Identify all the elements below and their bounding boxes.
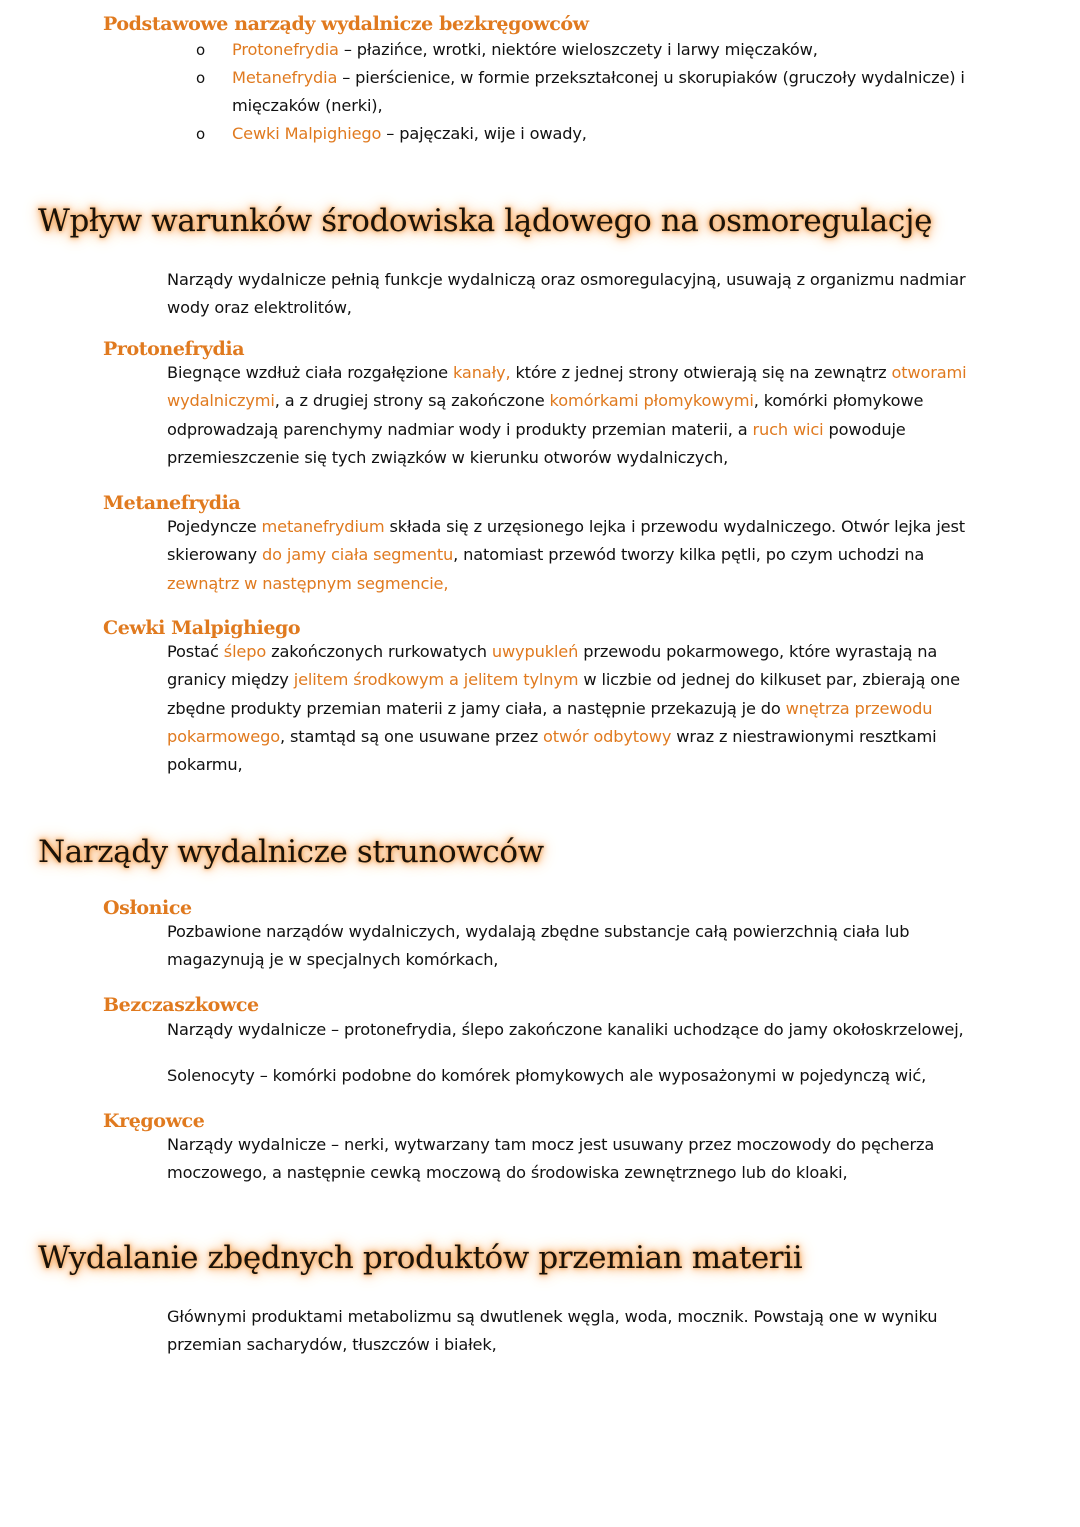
metanefrydia-heading: Metanefrydia (103, 492, 241, 514)
term-metanefrydia: Metanefrydia (232, 68, 338, 87)
metabolic-waste-title: Wydalanie zbędnych produktów przemian materii (38, 1240, 803, 1276)
term-description: – płazińce, wrotki, niektóre wieloszczety i larwy mięczaków, (338, 40, 818, 59)
bullet-marker: o (196, 125, 206, 143)
bullet-marker: o (196, 69, 206, 87)
term-description: – pajęczaki, wije i owady, (381, 124, 587, 143)
invertebrate-organs-heading: Podstawowe narządy wydalnicze bezkręgowców (103, 13, 589, 35)
bezczaszkowce-paragraph-1: Narządy wydalnicze – protonefrydia, ślepo zakończone kanaliki uchodzące do jamy okołoskrzelowej, (167, 1020, 964, 1039)
term-protonefrydia: Protonefrydia (232, 40, 339, 59)
bezczaszkowce-heading: Bezczaszkowce (103, 994, 259, 1016)
kregowce-paragraph: Narządy wydalnicze – nerki, wytwarzany tam mocz jest usuwany przez moczowody do pęcherza moczowego, a następnie cewką moczową do środowiska zewnętrznego lub do kloaki, (167, 1135, 935, 1183)
bezczaszkowce-paragraph-2: Solenocyty – komórki podobne do komórek płomykowych ale wyposażonymi w pojedynczą wić, (167, 1066, 927, 1085)
osmoregulation-title: Wpływ warunków środowiska lądowego na osmoregulację (38, 203, 933, 239)
bullet-marker: o (196, 41, 206, 59)
metanefrydia-paragraph: Pojedyncze metanefrydium składa się z urzęsionego lejka i przewodu wydalniczego. Otwór lejka jest skierowany do jamy ciała segmentu, natomiast przewód tworzy kilka pętli, po czym uchodzi na zewnątrz w następnym segmencie, (167, 517, 965, 593)
cewki-malpighiego-paragraph: Postać ślepo zakończonych rurkowatych uwypukleń przewodu pokarmowego, które wyrastają na granicy między jelitem środkowym a jelitem tylnym w liczbie od jednej do kilkuset par, zbierają one zbędne produkty przemian materii z jamy ciała, a następnie przekazują je do wnętrza przewodu pokarmowego, stamtąd są one usuwane przez otwór odbytowy wraz z niestrawionymi resztkami pokarmu, (167, 642, 960, 775)
metabolic-waste-paragraph: Głównymi produktami metabolizmu są dwutlenek węgla, woda, mocznik. Powstają one w wyniku przemian sacharydów, tłuszczów i białek, (167, 1307, 938, 1355)
term-description: – pierścienice, w formie przekształconej u skorupiaków (gruczoły wydalnicze) i mięczaków (nerki), (232, 68, 965, 116)
chordates-title: Narządy wydalnicze strunowców (38, 834, 544, 870)
oslonice-paragraph: Pozbawione narządów wydalniczych, wydalają zbędne substancje całą powierzchnią ciała lub magazynują je w specjalnych komórkach, (167, 922, 910, 970)
oslonice-heading: Osłonice (103, 897, 192, 919)
cewki-malpighiego-heading: Cewki Malpighiego (103, 617, 301, 639)
protonefrydia-paragraph: Biegnące wzdłuż ciała rozgałęzione kanały, które z jednej strony otwierają się na zewnątrz otworami wydalniczymi, a z drugiej strony są zakończone komórkami płomykowymi, komórki płomykowe odprowadzają parenchymy nadmiar wody i produkty przemian materii, a ruch wici powoduje przemieszczenie się tych związków w kierunku otworów wydalniczych, (167, 363, 967, 467)
kregowce-heading: Kręgowce (103, 1110, 205, 1132)
protonefrydia-heading: Protonefrydia (103, 338, 245, 360)
term-cewki-malpighiego: Cewki Malpighiego (232, 124, 382, 143)
osmoregulation-intro: Narządy wydalnicze pełnią funkcje wydalniczą oraz osmoregulacyjną, usuwają z organizmu nadmiar wody oraz elektrolitów, (167, 270, 966, 318)
